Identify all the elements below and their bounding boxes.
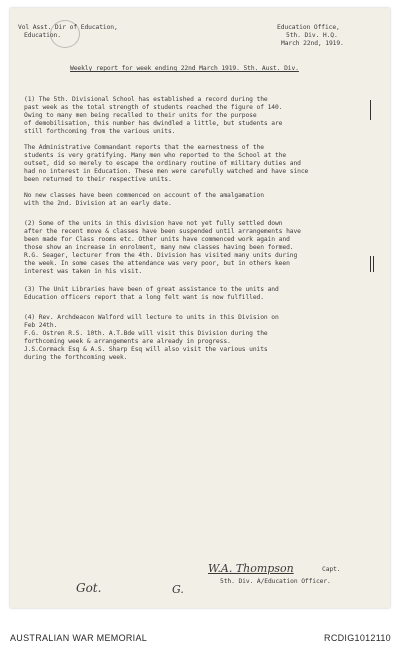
signature-title: 5th. Div. A/Education Officer. [220, 578, 331, 585]
office-date: March 22nd, 1919. [281, 40, 344, 47]
report-body-line: still forthcoming from the various units. [24, 128, 176, 135]
report-body-line: students is very gratifying. Many men who reported to the School at the [24, 152, 287, 159]
report-body-line: interest was taken in his visit. [24, 268, 143, 275]
margin-pencil-mark [370, 100, 371, 120]
report-title: Weekly report for week ending 22nd March 1919. 5th. Aust. Div. [70, 65, 299, 72]
report-body-line: those show an increase in enrolment, many new classes having been formed. [24, 244, 294, 251]
margin-pencil-mark [373, 256, 374, 272]
report-body-line: Feb 24th. [24, 322, 58, 329]
handwritten-signature: W.A. Thompson [208, 562, 294, 575]
report-body-line: The Administrative Commandant reports that the earnestness of the [24, 144, 264, 151]
document-page [10, 8, 390, 608]
report-body-line: J.S.Cormack Esq & A.S. Sharp Esq will also visit the various units [24, 346, 268, 353]
report-body-line: forthcoming week & arrangements are already in progress. [24, 338, 231, 345]
report-body-line: Education officers report that a long felt want is now fulfilled. [24, 294, 264, 301]
report-body-line: Owing to many men being recalled to their units for the purpose [24, 112, 257, 119]
office-line-1: Education Office, [277, 24, 340, 31]
report-body-line: had no interest in Education. These men were carefully watched and have since [24, 168, 309, 175]
report-body-line: (2) Some of the units in this division have not yet fully settled down [24, 220, 283, 227]
signature-rank: Capt. [322, 566, 341, 573]
archive-footer [0, 611, 401, 654]
report-body-line: of demobilisation, this number has dwindled a little, but students are [24, 120, 283, 127]
from-line-2: Education. [24, 32, 61, 39]
report-body-line: R.G. Seager, lecturer from the 4th. Division has visited many units during [24, 252, 298, 259]
report-body-line: been returned to their respective units. [24, 176, 172, 183]
report-body-line: No new classes have been commenced on account of the amalgamation [24, 192, 264, 199]
report-body-line: F.G. Ostren R.S. 10th. A.T.Bde will visit this Division during the [24, 330, 268, 337]
report-body-line: been made for Class rooms etc. Other units have commenced work again and [24, 236, 290, 243]
report-body-line: (1) The 5th. Divisional School has established a record during the [24, 96, 268, 103]
report-body-line: after the recent move & classes have been suspended until arrangements have [24, 228, 301, 235]
report-body-line: with the 2nd. Division at an early date. [24, 200, 172, 207]
report-body-line: during the forthcoming week. [24, 354, 128, 361]
report-body-line: the week. In some cases the attendance was very poor, but in others keen [24, 260, 290, 267]
report-body-line: (3) The Unit Libraries have been of great assistance to the units and [24, 286, 279, 293]
office-line-2: 5th. Div. H.Q. [286, 32, 338, 39]
archive-name: AUSTRALIAN WAR MEMORIAL [10, 633, 148, 643]
archive-reference: RCDIG1012110 [324, 633, 391, 643]
from-line-1: Vol Asst. Dir of Education, [18, 24, 118, 31]
report-body-line: (4) Rev. Archdeacon Walford will lecture to units in this Division on [24, 314, 279, 321]
handwritten-initials-left: Got. [76, 581, 102, 595]
report-body-line: past week as the total strength of students reached the figure of 140. [24, 104, 283, 111]
report-body-line: outset, did so merely to escape the ordinary routine of military duties and [24, 160, 301, 167]
handwritten-initials-mid: G. [172, 583, 184, 596]
margin-pencil-mark [370, 256, 371, 272]
